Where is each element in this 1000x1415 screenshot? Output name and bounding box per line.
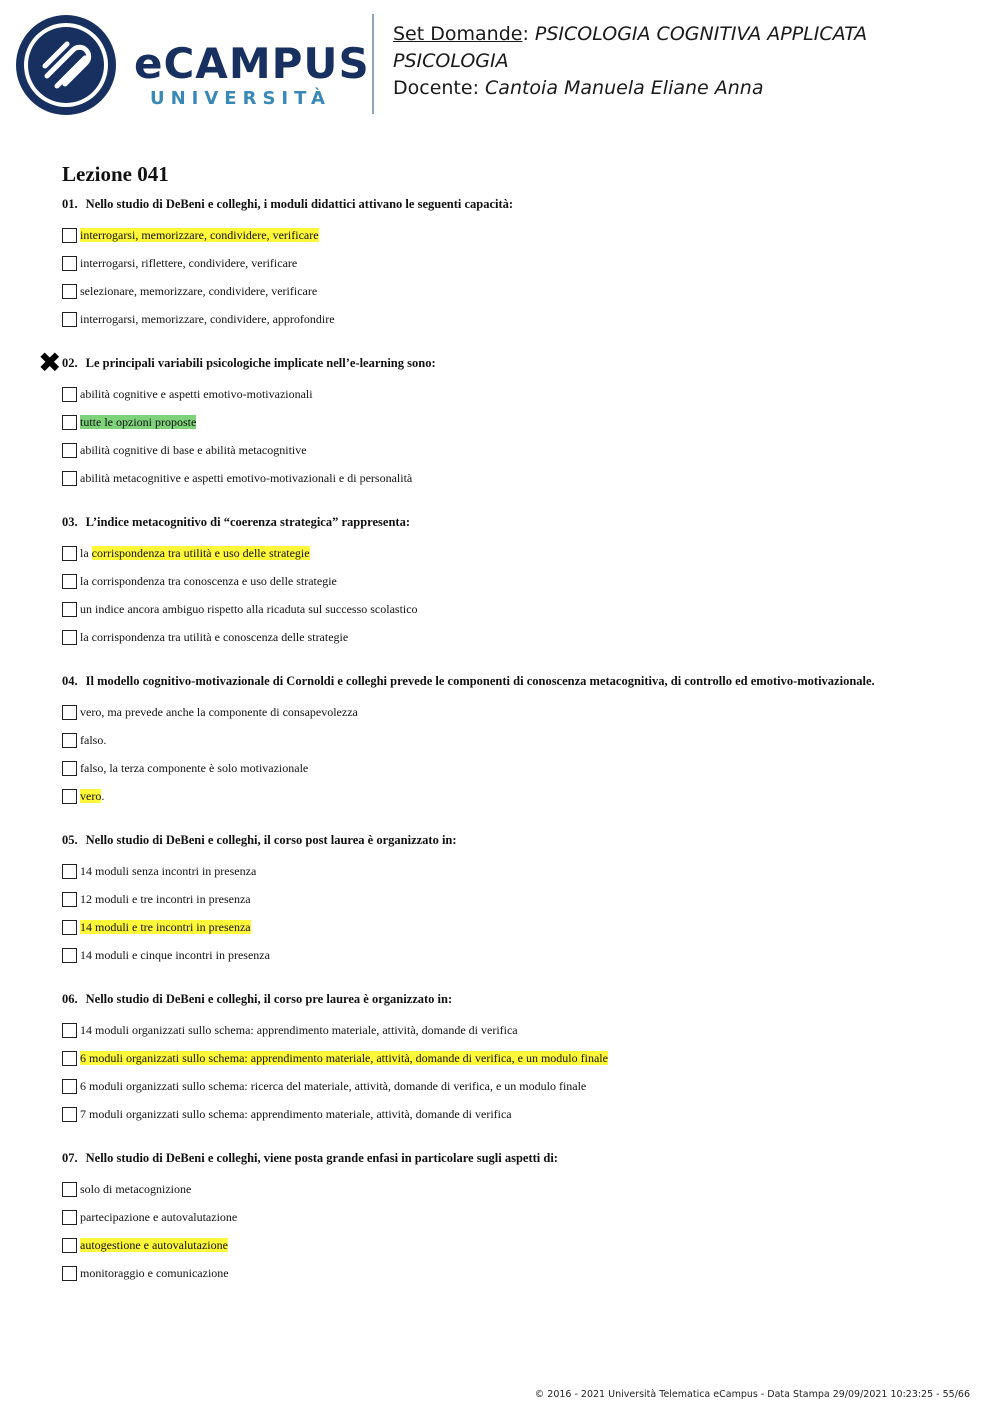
highlighted-answer: autogestione e autovalutazione (80, 1237, 228, 1252)
question-number: 04. (62, 674, 78, 688)
highlighted-answer: vero (80, 788, 102, 803)
question-prompt: Il modello cognitivo-motivazionale di Cornoldi e colleghi prevede le componenti di conoscenza metacognitiva, di controllo ed emotivo-motivazionale. (85, 674, 875, 688)
question-prompt: L’indice metacognitivo di “coerenza strategica” rappresenta: (85, 515, 410, 529)
question-text (62, 196, 962, 212)
answer-checkbox[interactable] (62, 1210, 77, 1225)
page-footer: © 2016 - 2021 Università Telematica eCampus - Data Stampa 29/09/2021 10:23:25 - 55/66 (534, 1389, 970, 1400)
answer-option[interactable] (62, 754, 962, 782)
question-prompt: Nello studio di DeBeni e colleghi, il corso post laurea è organizzato in: (85, 833, 457, 847)
answer-text (80, 892, 251, 907)
answer-option[interactable] (62, 277, 962, 305)
question-text (62, 673, 962, 689)
question-text (62, 514, 962, 530)
answer-text-part: selezionare, memorizzare, condividere, verificare (80, 283, 318, 298)
answer-text (80, 761, 308, 776)
answer-checkbox[interactable] (62, 1266, 77, 1281)
answer-option[interactable] (62, 1016, 962, 1044)
question-text (62, 355, 962, 371)
answer-text-part: partecipazione e autovalutazione (80, 1209, 238, 1224)
answer-option[interactable] (62, 726, 962, 754)
answer-text-part: 14 moduli e cinque incontri in presenza (80, 947, 270, 962)
answer-text (80, 387, 313, 402)
question-prompt: Nello studio di DeBeni e colleghi, viene posta grande enfasi in particolare sugli aspetti di: (85, 1151, 558, 1165)
answer-text (80, 1051, 608, 1066)
answer-text (80, 630, 348, 645)
answer-text-part: un indice ancora ambiguo rispetto alla ricaduta sul successo scolastico (80, 601, 418, 616)
quiz-content (38, 160, 962, 1309)
logo-text: eCAMPUS (134, 39, 370, 88)
answer-checkbox[interactable] (62, 1238, 77, 1253)
answer-text (80, 228, 319, 243)
answer-checkbox[interactable] (62, 948, 77, 963)
answer-text (80, 471, 412, 486)
header-info: Set Domande: PSICOLOGIA COGNITIVA APPLICATA PSICOLOGIA Docente: Cantoia Manuela Eliane Anna (393, 23, 868, 99)
question-prompt: Nello studio di DeBeni e colleghi, i moduli didattici attivano le seguenti capacità: (85, 197, 514, 211)
highlighted-answer: corrispondenza tra utilità e uso delle strategie (91, 545, 310, 560)
answer-text (80, 602, 418, 617)
answer-text-part: 6 moduli organizzati sullo schema: ricerca del materiale, attività, domande di verifica, e un modulo finale (80, 1078, 587, 1093)
question-number: 03. (62, 515, 78, 529)
answer-text-part: abilità cognitive e aspetti emotivo-motivazionali (80, 386, 313, 401)
answer-text-part: interrogarsi, riflettere, condividere, verificare (80, 255, 298, 270)
answer-checkbox[interactable] (62, 574, 77, 589)
question-number: 07. (62, 1151, 78, 1165)
answer-text (80, 733, 106, 748)
answer-option[interactable] (62, 221, 962, 249)
wrong-answer-x-icon: ✖ (38, 346, 62, 379)
answer-text-part: 14 moduli senza incontri in presenza (80, 863, 257, 878)
question-number: 06. (62, 992, 78, 1006)
question-text (62, 991, 962, 1007)
answer-checkbox[interactable] (62, 892, 77, 907)
answer-text (80, 546, 310, 561)
answer-option[interactable] (62, 1231, 962, 1259)
answer-checkbox[interactable] (62, 471, 77, 486)
answer-option[interactable] (62, 567, 962, 595)
answer-text-part: abilità cognitive di base e abilità metacognitive (80, 442, 307, 457)
answer-text (80, 1107, 512, 1122)
answer-text (80, 256, 297, 271)
set-value: PSICOLOGIA COGNITIVA APPLICATA (534, 23, 868, 45)
answer-option[interactable] (62, 408, 962, 436)
answer-text-part: falso. (80, 732, 107, 747)
highlighted-answer: interrogarsi, memorizzare, condividere, verificare (80, 227, 319, 242)
highlighted-answer: 14 moduli e tre incontri in presenza (80, 919, 251, 934)
answer-text-part: la (80, 545, 92, 560)
question-block (62, 196, 962, 333)
answer-option[interactable] (62, 1175, 962, 1203)
question-number: 01. (62, 197, 78, 211)
logo-subtext: UNIVERSITÀ (150, 88, 331, 109)
answer-text-part: solo di metacognizione (80, 1181, 192, 1196)
question-prompt: Le principali variabili psicologiche implicate nell’e-learning sono: (85, 356, 436, 370)
answer-text (80, 948, 270, 963)
answer-checkbox[interactable] (62, 864, 77, 879)
set-label: Set Domande (393, 23, 523, 45)
answer-text-part: falso, la terza componente è solo motivazionale (80, 760, 309, 775)
answer-text (80, 1266, 229, 1281)
answer-checkbox[interactable] (62, 1107, 77, 1122)
answer-checkbox[interactable] (62, 284, 77, 299)
question-list (38, 196, 962, 1287)
answer-text (80, 789, 104, 804)
answer-option[interactable] (62, 539, 962, 567)
answer-text (80, 415, 196, 430)
answer-text (80, 574, 337, 589)
answer-option[interactable] (62, 1072, 962, 1100)
answer-option[interactable] (62, 782, 962, 810)
question-text (62, 1150, 962, 1166)
answer-option[interactable] (62, 1044, 962, 1072)
answer-checkbox[interactable] (62, 761, 77, 776)
question-text (62, 832, 962, 848)
answer-text (80, 1182, 191, 1197)
answer-checkbox[interactable] (62, 228, 77, 243)
answer-checkbox[interactable] (62, 443, 77, 458)
answer-text (80, 1079, 586, 1094)
answer-text (80, 1238, 228, 1253)
question-block (62, 1150, 962, 1287)
answer-option[interactable] (62, 698, 962, 726)
highlighted-answer: tutte le opzioni proposte (80, 414, 197, 429)
answer-option[interactable] (62, 464, 962, 492)
set-value-line2: PSICOLOGIA (393, 50, 509, 72)
answer-checkbox[interactable] (62, 920, 77, 935)
lesson-title: Lezione 041 (62, 162, 169, 186)
answer-text (80, 1023, 518, 1038)
answer-text-part: la corrispondenza tra utilità e conoscenza delle strategie (80, 629, 349, 644)
answer-option[interactable] (62, 1259, 962, 1287)
answer-option[interactable] (62, 436, 962, 464)
answer-checkbox[interactable] (62, 1023, 77, 1038)
answer-option[interactable] (62, 941, 962, 969)
answer-option[interactable] (62, 913, 962, 941)
question-prompt: Nello studio di DeBeni e colleghi, il corso pre laurea è organizzato in: (85, 992, 453, 1006)
answer-checkbox[interactable] (62, 312, 77, 327)
answer-text-part: 14 moduli organizzati sullo schema: apprendimento materiale, attività, domande di verifica (80, 1022, 518, 1037)
question-block (62, 673, 962, 810)
question-block (62, 514, 962, 651)
answer-checkbox[interactable] (62, 256, 77, 271)
answer-checkbox[interactable] (62, 733, 77, 748)
answer-text (80, 284, 317, 299)
answer-option[interactable] (62, 595, 962, 623)
ecampus-wordmark (134, 40, 370, 110)
answer-text-part: . (101, 788, 105, 803)
answer-text-part: la corrispondenza tra conoscenza e uso delle strategie (80, 573, 337, 588)
question-number: 05. (62, 833, 78, 847)
answer-option[interactable] (62, 380, 962, 408)
answer-checkbox[interactable] (62, 630, 77, 645)
answer-option[interactable] (62, 1100, 962, 1128)
answer-checkbox[interactable] (62, 1079, 77, 1094)
answer-text (80, 864, 256, 879)
highlighted-answer: 6 moduli organizzati sullo schema: apprendimento materiale, attività, domande di verifica, e un modulo finale (80, 1050, 608, 1065)
answer-option[interactable] (62, 249, 962, 277)
page-header (0, 0, 1000, 130)
question-block (62, 991, 962, 1128)
answer-text (80, 443, 307, 458)
answer-text-part: abilità metacognitive e aspetti emotivo-motivazionali e di personalità (80, 470, 413, 485)
question-number: 02. (62, 356, 78, 370)
answer-option[interactable] (62, 857, 962, 885)
answer-checkbox[interactable] (62, 602, 77, 617)
answer-text-part: monitoraggio e comunicazione (80, 1265, 229, 1280)
answer-checkbox[interactable] (62, 789, 77, 804)
answer-checkbox[interactable] (62, 546, 77, 561)
answer-text (80, 312, 335, 327)
docente-value: Cantoia Manuela Eliane Anna (485, 77, 764, 99)
header-divider (372, 14, 374, 114)
ecampus-seal-logo (15, 14, 117, 116)
answer-text-part: interrogarsi, memorizzare, condividere, approfondire (80, 311, 335, 326)
question-block (62, 832, 962, 969)
answer-checkbox[interactable] (62, 705, 77, 720)
answer-option[interactable] (62, 305, 962, 333)
question-block (38, 346, 962, 492)
answer-option[interactable] (62, 885, 962, 913)
answer-checkbox[interactable] (62, 415, 77, 430)
docente-label: Docente (393, 77, 473, 99)
answer-option[interactable] (62, 623, 962, 651)
answer-text (80, 705, 358, 720)
answer-text (80, 920, 251, 935)
answer-text-part: 12 moduli e tre incontri in presenza (80, 891, 251, 906)
answer-checkbox[interactable] (62, 1182, 77, 1197)
answer-checkbox[interactable] (62, 1051, 77, 1066)
answer-checkbox[interactable] (62, 387, 77, 402)
answer-text-part: 7 moduli organizzati sullo schema: apprendimento materiale, attività, domande di verifica (80, 1106, 512, 1121)
answer-option[interactable] (62, 1203, 962, 1231)
answer-text (80, 1210, 237, 1225)
answer-text-part: vero, ma prevede anche la componente di consapevolezza (80, 704, 358, 719)
